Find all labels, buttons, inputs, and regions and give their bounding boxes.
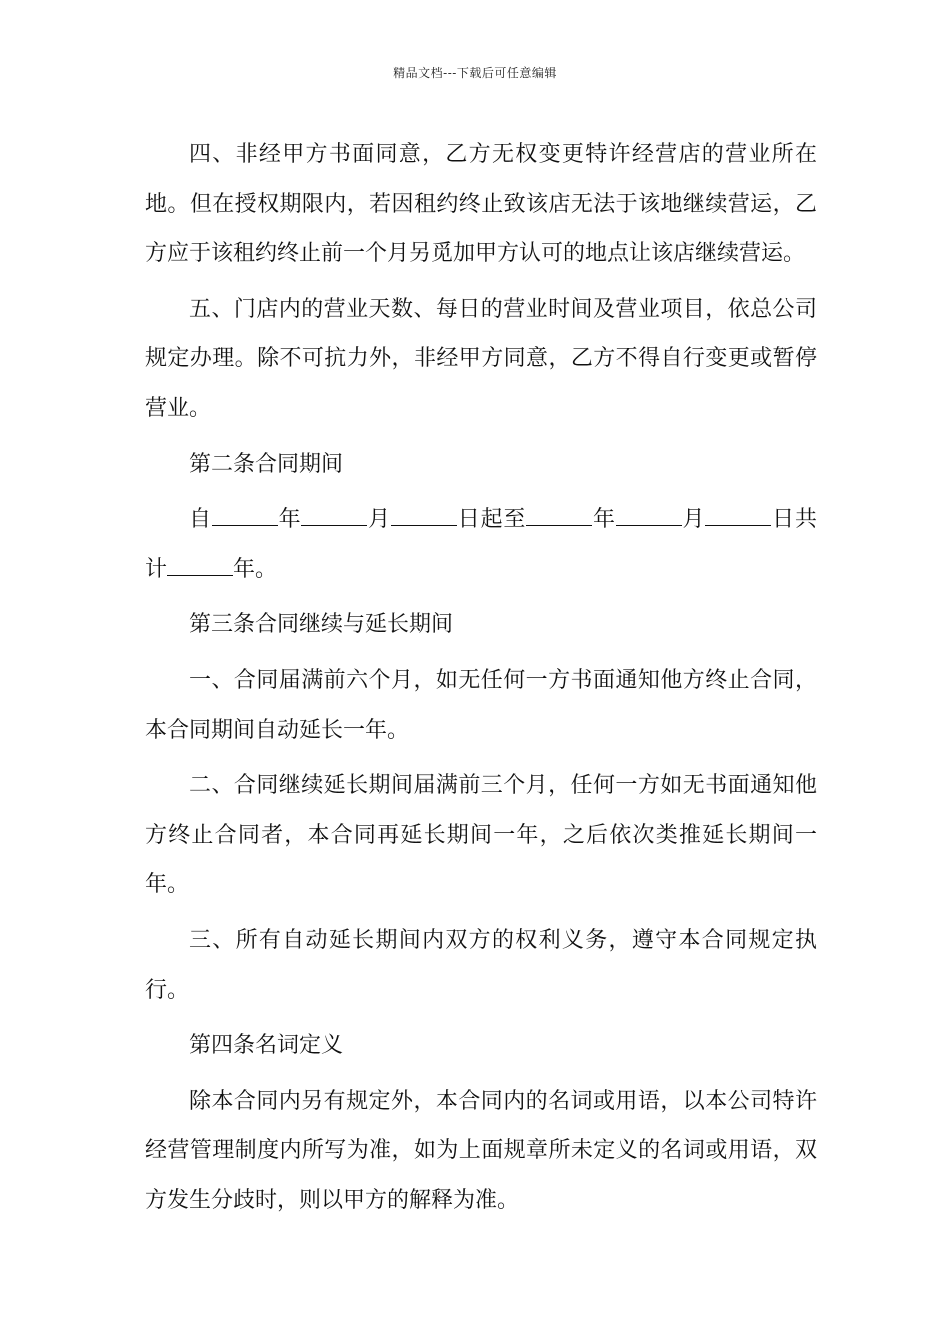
period-day-2: 日 (771, 507, 795, 533)
document-body (145, 130, 817, 1231)
paragraph-renewal-1: 一、合同届满前六个月，如无任何一方书面通知他方终止合同，本合同期间自动延长一年。 (145, 667, 817, 743)
period-from: 自 (189, 507, 212, 533)
period-month-2: 月 (681, 507, 706, 533)
heading-article-3: 第三条合同继续与延长期间 (189, 612, 454, 638)
period-years: 年。 (233, 556, 278, 582)
heading-article-2: 第二条合同期间 (189, 451, 344, 477)
blank-start-month[interactable] (301, 501, 367, 526)
paragraph-contract-period (145, 495, 817, 594)
blank-start-day[interactable] (391, 501, 457, 526)
paragraph-definitions: 除本合同内另有规定外，本合同内的名词或用语，以本公司特许经营管理制度内所写为准，如为上面规章所未定义的名词或用语，双方发生分歧时，则以甲方的解释为准。 (145, 1088, 817, 1213)
period-year-1: 年 (277, 507, 302, 533)
period-month-1: 月 (367, 507, 391, 533)
paragraph-renewal-3: 三、所有自动延长期间内双方的权利义务，遵守本合同规定执行。 (145, 927, 817, 1003)
page-header: 精品文档---下载后可任意编辑 (393, 66, 557, 80)
blank-end-month[interactable] (616, 501, 682, 526)
blank-end-day[interactable] (705, 501, 771, 526)
period-year-2: 年 (592, 507, 616, 533)
blank-total-years[interactable] (167, 551, 233, 576)
period-day-to: 日起至 (456, 507, 527, 533)
blank-end-year[interactable] (526, 501, 592, 526)
heading-article-4: 第四条名词定义 (189, 1033, 344, 1059)
paragraph-clause-4: 四、非经甲方书面同意，乙方无权变更特许经营店的营业所在地。但在授权期限内，若因租约终止致该店无法于该地继续营运，乙方应于该租约终止前一个月另觅加甲方认可的地点让该店继续营运。 (145, 142, 817, 267)
paragraph-clause-5: 五、门店内的营业天数、每日的营业时间及营业项目，依总公司规定办理。除不可抗力外，非经甲方同意，乙方不得自行变更或暂停营业。 (145, 296, 817, 421)
period-total: 共计 (145, 507, 817, 582)
blank-start-year[interactable] (212, 501, 278, 526)
paragraph-renewal-2: 二、合同继续延长期间届满前三个月，任何一方如无书面通知他方终止合同者，本合同再延长期间一年，之后依次类推延长期间一年。 (145, 773, 817, 898)
